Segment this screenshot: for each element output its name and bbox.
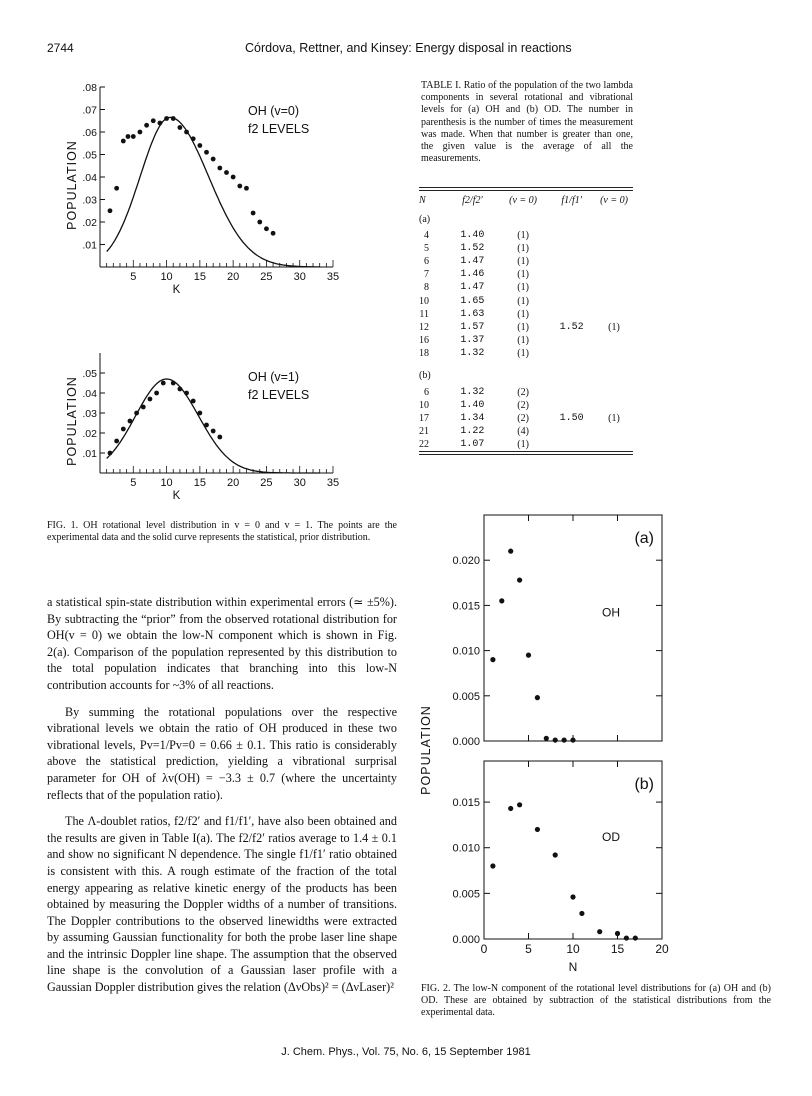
data-point xyxy=(191,399,196,404)
paragraph-3: The Λ-doublet ratios, f2/f2′ and f1/f1′, have also been obtained and the results are given in Table I(a). The f2/f2′ ratios average to 1.4 ± 0.1 and show no significant N dependence. The single f1/f1′ ratio obtained is consistent with this. A rough estimate of the fraction of the total energy appearing as relative kinetic energy of the products has been obtained by measuring the Doppler widths of a number of transitions. The Doppler contributions to the observed linewidths were extracted by assuming Gaussian functionality for both the probe laser line shape and the intrinsic Doppler line shape. The assumption that the observed line shape is the convolution of a Gaussian laser profile with a Gaussian Doppler distribution gives the relation (ΔνObs)² = (ΔνLaser)² xyxy=(47,814,397,995)
table-cell xyxy=(548,347,595,360)
panel-label-line1: OH (v=0) xyxy=(248,104,300,118)
y-tick-label: .07 xyxy=(82,104,97,117)
table1-header-cell: f1/f1′ xyxy=(561,194,582,206)
table-cell: 4 xyxy=(424,230,429,242)
x-tick-label: 30 xyxy=(293,477,306,489)
y-tick-label: .02 xyxy=(82,428,97,440)
y-tick-label: .01 xyxy=(82,239,97,252)
table-cell: 12 xyxy=(419,321,429,333)
table1-header-row xyxy=(419,191,633,209)
table1-caption: TABLE I. Ratio of the population of the two lambda components in several rotational and vibrational levels for (a) OH and (b) OD. The number in parenthesis is the number of times the measurement was made. When that number is greater than one, the given value is the average of all the measurements. xyxy=(421,80,633,165)
table-cell xyxy=(548,255,595,268)
data-point xyxy=(508,549,513,554)
y-tick-label: .03 xyxy=(82,194,97,207)
table-cell: 1.37 xyxy=(460,334,485,346)
data-point xyxy=(224,170,229,175)
x-axis-label: N xyxy=(568,960,578,974)
y-tick-label: .06 xyxy=(82,127,97,139)
data-point xyxy=(217,166,222,171)
table-cell: (1) xyxy=(517,282,529,294)
table-cell xyxy=(595,386,633,399)
table-cell xyxy=(595,438,633,451)
table-cell: 1.52 xyxy=(559,321,584,333)
series-label: OD xyxy=(602,830,620,845)
data-point xyxy=(526,653,531,658)
table-cell: (2) xyxy=(517,400,529,412)
table-cell: 1.52 xyxy=(460,243,485,255)
table1 xyxy=(419,187,633,455)
table-cell xyxy=(595,347,633,360)
table-cell: 1.32 xyxy=(460,347,485,359)
table-cell: (1) xyxy=(517,439,529,451)
table-cell: 17 xyxy=(419,413,429,425)
table-cell xyxy=(595,229,633,242)
table-cell xyxy=(595,308,633,321)
table-cell xyxy=(548,386,595,399)
data-point xyxy=(257,220,262,225)
table-cell xyxy=(595,242,633,255)
x-tick-label: 10 xyxy=(566,942,580,956)
table-cell: 1.50 xyxy=(559,413,584,425)
x-tick-label: 15 xyxy=(610,942,625,956)
table-cell: (2) xyxy=(517,386,529,398)
table-cell: 1.47 xyxy=(460,256,485,268)
table-cell xyxy=(595,399,633,412)
table-cell: (1) xyxy=(517,347,529,359)
data-point xyxy=(184,391,189,396)
x-tick-label: 20 xyxy=(655,942,669,956)
table-cell: (1) xyxy=(517,243,529,255)
data-point xyxy=(244,186,249,191)
data-point xyxy=(121,427,126,432)
table-cell: 1.34 xyxy=(460,413,485,425)
panel-tag: (a) xyxy=(634,530,654,547)
x-tick-label: 5 xyxy=(130,271,137,283)
data-point xyxy=(490,657,495,662)
data-point xyxy=(121,139,126,144)
y-tick-label: 0.005 xyxy=(452,690,480,703)
data-point xyxy=(553,852,558,857)
y-tick-label: .05 xyxy=(82,149,97,162)
data-point xyxy=(184,130,189,135)
table-cell: 6 xyxy=(424,256,429,268)
data-point xyxy=(271,231,276,236)
table-cell: 1.46 xyxy=(460,269,485,281)
table1-header-cell: (v = 0) xyxy=(600,194,628,206)
data-point xyxy=(114,186,119,191)
fig2-panels xyxy=(419,515,669,974)
table-row xyxy=(419,242,633,255)
data-point xyxy=(128,419,133,424)
table-row xyxy=(419,347,633,360)
x-tick-label: 20 xyxy=(227,477,240,489)
y-axis-label: POPULATION xyxy=(65,376,79,466)
table-cell: 6 xyxy=(424,386,429,398)
paragraph-1: a statistical spin-state distribution within experimental errors (≃ ±5%). By subtracting the “prior” from the observed rotational distribution for OH(v = 0) we obtain the low-N component which is shown in Fig. 2(a). Comparison of the population represented by this distribution to the total population indicates that branching into this low-N contribution accounts for ~3% of all reactions. xyxy=(47,595,397,692)
table-cell xyxy=(595,268,633,281)
body-text xyxy=(47,594,397,996)
table-cell: 7 xyxy=(424,269,429,281)
table-cell xyxy=(548,294,595,307)
x-tick-label: 15 xyxy=(193,271,206,283)
table-cell xyxy=(595,255,633,268)
data-point xyxy=(597,929,602,934)
table-cell: 18 xyxy=(419,347,429,359)
x-tick-label: 10 xyxy=(160,477,173,489)
fig1-bottom-panel xyxy=(65,353,339,502)
fig1-plots xyxy=(40,75,400,515)
table-cell: 1.32 xyxy=(460,386,485,398)
data-point xyxy=(197,143,202,148)
panel-label-line2: f2 LEVELS xyxy=(248,388,310,402)
data-point xyxy=(148,397,153,402)
data-point xyxy=(508,806,513,811)
data-point xyxy=(217,435,222,440)
y-tick-label: .02 xyxy=(82,217,97,229)
table1-section-label: (a) xyxy=(419,213,431,225)
fig1-caption: FIG. 1. OH rotational level distribution in v = 0 and v = 1. The points are the experimental data and the solid curve represents the statistical, prior distribution. xyxy=(47,520,397,543)
table-row xyxy=(419,399,633,412)
data-point xyxy=(141,405,146,410)
table-cell: (1) xyxy=(517,308,529,320)
data-point xyxy=(126,134,131,139)
panel-tag: (b) xyxy=(634,776,654,793)
table-row xyxy=(419,281,633,294)
fig2-plots xyxy=(410,505,690,980)
data-point xyxy=(231,175,236,180)
data-point xyxy=(144,123,149,128)
data-point xyxy=(570,894,575,899)
data-point xyxy=(114,439,119,444)
y-tick-label: 0.015 xyxy=(452,600,480,613)
x-axis-label: K xyxy=(172,284,181,296)
table-cell xyxy=(548,281,595,294)
data-point xyxy=(544,736,549,741)
table-cell: 1.40 xyxy=(460,230,485,242)
table-cell: 10 xyxy=(419,295,429,307)
table-cell: 1.47 xyxy=(460,282,485,294)
x-tick-label: 25 xyxy=(260,271,273,283)
table-row xyxy=(419,425,633,438)
x-tick-label: 10 xyxy=(160,271,173,283)
table-cell: 1.22 xyxy=(460,426,485,438)
x-tick-label: 5 xyxy=(525,942,532,956)
data-point xyxy=(197,411,202,416)
x-tick-label: 15 xyxy=(193,477,206,489)
table-cell: 22 xyxy=(419,439,429,451)
table1-section-row xyxy=(419,366,633,386)
table-cell: 21 xyxy=(419,426,429,438)
data-point xyxy=(164,116,169,121)
data-point xyxy=(579,911,584,916)
table-cell: 1.57 xyxy=(460,321,485,333)
data-point xyxy=(204,423,209,428)
prior-curve xyxy=(107,117,320,267)
data-point xyxy=(177,125,182,130)
table-row xyxy=(419,334,633,347)
data-point xyxy=(191,136,196,141)
y-tick-label: 0.000 xyxy=(452,736,480,748)
table-row xyxy=(419,321,633,334)
data-point xyxy=(264,226,269,231)
table-row xyxy=(419,308,633,321)
y-tick-label: 0.010 xyxy=(452,645,480,658)
table-cell xyxy=(548,229,595,242)
table-cell: 11 xyxy=(419,308,429,320)
data-point xyxy=(624,935,629,940)
data-point xyxy=(177,387,182,392)
table-cell: 1.07 xyxy=(460,439,485,451)
table-cell: 8 xyxy=(424,282,429,294)
fig1-top-panel xyxy=(65,82,339,296)
x-tick-label: 0 xyxy=(480,942,488,956)
table-row xyxy=(419,412,633,425)
y-axis-label: POPULATION xyxy=(65,140,79,230)
table-cell: 1.65 xyxy=(460,295,485,307)
table-cell: (1) xyxy=(517,321,529,333)
data-point xyxy=(138,130,143,135)
panel-label-line2: f2 LEVELS xyxy=(248,122,310,136)
table1-header-cell: (v = 0) xyxy=(509,194,538,206)
table-row xyxy=(419,294,633,307)
table-cell xyxy=(548,334,595,347)
table1-header-cell: N xyxy=(419,194,426,206)
table-cell: 10 xyxy=(419,400,429,412)
data-point xyxy=(490,863,495,868)
table-cell xyxy=(548,438,595,451)
data-point xyxy=(161,381,166,386)
y-tick-label: 0.015 xyxy=(452,797,480,810)
y-tick-label: 0.005 xyxy=(452,888,480,901)
table1-section-label: (b) xyxy=(419,370,431,382)
data-point xyxy=(499,598,504,603)
data-point xyxy=(108,451,113,456)
x-tick-label: 35 xyxy=(326,477,340,489)
table-cell xyxy=(548,242,595,255)
data-point xyxy=(211,157,216,162)
table-row xyxy=(419,268,633,281)
data-point xyxy=(211,429,216,434)
data-point xyxy=(171,381,176,386)
table-cell: (1) xyxy=(608,413,620,425)
x-tick-label: 35 xyxy=(326,271,340,283)
panel-label-line1: OH (v=1) xyxy=(248,370,300,384)
data-point xyxy=(517,577,522,582)
page-footer: J. Chem. Phys., Vol. 75, No. 6, 15 September 1981 xyxy=(281,1046,531,1058)
data-point xyxy=(151,118,156,123)
y-tick-label: 0.020 xyxy=(452,555,480,568)
table1-header-cell: f2/f2′ xyxy=(462,194,483,206)
data-point xyxy=(517,802,522,807)
data-point xyxy=(251,211,256,216)
data-point xyxy=(562,737,567,742)
series-label: OH xyxy=(602,605,620,620)
data-point xyxy=(570,737,575,742)
table-cell: (1) xyxy=(608,321,620,333)
table-cell: (1) xyxy=(517,269,529,281)
table-cell: (1) xyxy=(517,256,529,268)
fig2-caption: FIG. 2. The low-N component of the rotational level distributions for (a) OH and (b) OD. These are obtained by subtraction of the statistical distributions from the experimental data. xyxy=(421,983,771,1018)
table1-bottom-rule xyxy=(419,451,633,455)
running-title: Córdova, Rettner, and Kinsey: Energy disposal in reactions xyxy=(245,41,572,55)
y-tick-label: .05 xyxy=(82,368,97,380)
x-tick-label: 30 xyxy=(293,271,306,283)
data-point xyxy=(158,121,163,126)
y-tick-label: .01 xyxy=(82,448,97,460)
table-cell xyxy=(548,399,595,412)
data-point xyxy=(553,737,558,742)
data-point xyxy=(134,411,139,416)
table1-section-row xyxy=(419,209,633,229)
page-number: 2744 xyxy=(47,41,74,55)
x-tick-label: 25 xyxy=(260,477,273,489)
table-row xyxy=(419,255,633,268)
data-point xyxy=(204,150,209,155)
table-cell: (1) xyxy=(517,334,529,346)
table-cell: (1) xyxy=(517,230,529,242)
y-tick-label: .08 xyxy=(82,82,97,94)
y-tick-label: 0.000 xyxy=(452,934,480,946)
data-point xyxy=(154,391,159,396)
x-axis-label: K xyxy=(172,490,181,502)
table-cell xyxy=(548,308,595,321)
data-point xyxy=(131,134,136,139)
table-cell: (1) xyxy=(517,295,529,307)
data-point xyxy=(237,184,242,189)
x-tick-label: 5 xyxy=(130,477,137,489)
table-cell xyxy=(548,268,595,281)
table-cell xyxy=(595,294,633,307)
table-cell xyxy=(595,281,633,294)
y-tick-label: 0.010 xyxy=(452,842,480,855)
y-tick-label: .03 xyxy=(82,408,97,420)
y-tick-label: .04 xyxy=(82,172,97,184)
table-cell xyxy=(548,425,595,438)
data-point xyxy=(615,931,620,936)
y-axis-label: POPULATION xyxy=(419,705,433,795)
table-cell xyxy=(595,334,633,347)
data-point xyxy=(535,827,540,832)
y-tick-label: .04 xyxy=(82,388,97,400)
table-cell: (2) xyxy=(517,413,529,425)
x-tick-label: 20 xyxy=(227,271,240,283)
table-cell xyxy=(595,425,633,438)
table-row xyxy=(419,386,633,399)
data-point xyxy=(171,116,176,121)
data-point xyxy=(633,935,638,940)
table-row xyxy=(419,229,633,242)
table1-grid xyxy=(419,191,633,451)
paragraph-2: By summing the rotational populations over the respective vibrational levels we obtain the ratio of OH produced in these two vibrational levels, Pv=1/Pv=0 = 0.66 ± 0.1. This ratio is considerably above the statistical prediction, yielding a vibrational surprisal parameter for OH of λv(OH) = −3.3 ± 0.7 (where the uncertainty reflects that of the population ratio). xyxy=(47,704,397,802)
data-point xyxy=(535,695,540,700)
table-cell: 1.63 xyxy=(460,308,485,320)
table-cell: (4) xyxy=(517,426,529,438)
table-row xyxy=(419,438,633,451)
table-cell: 16 xyxy=(419,334,429,346)
data-point xyxy=(108,208,113,213)
table-cell: 5 xyxy=(424,243,429,255)
table-cell: 1.40 xyxy=(460,400,485,412)
